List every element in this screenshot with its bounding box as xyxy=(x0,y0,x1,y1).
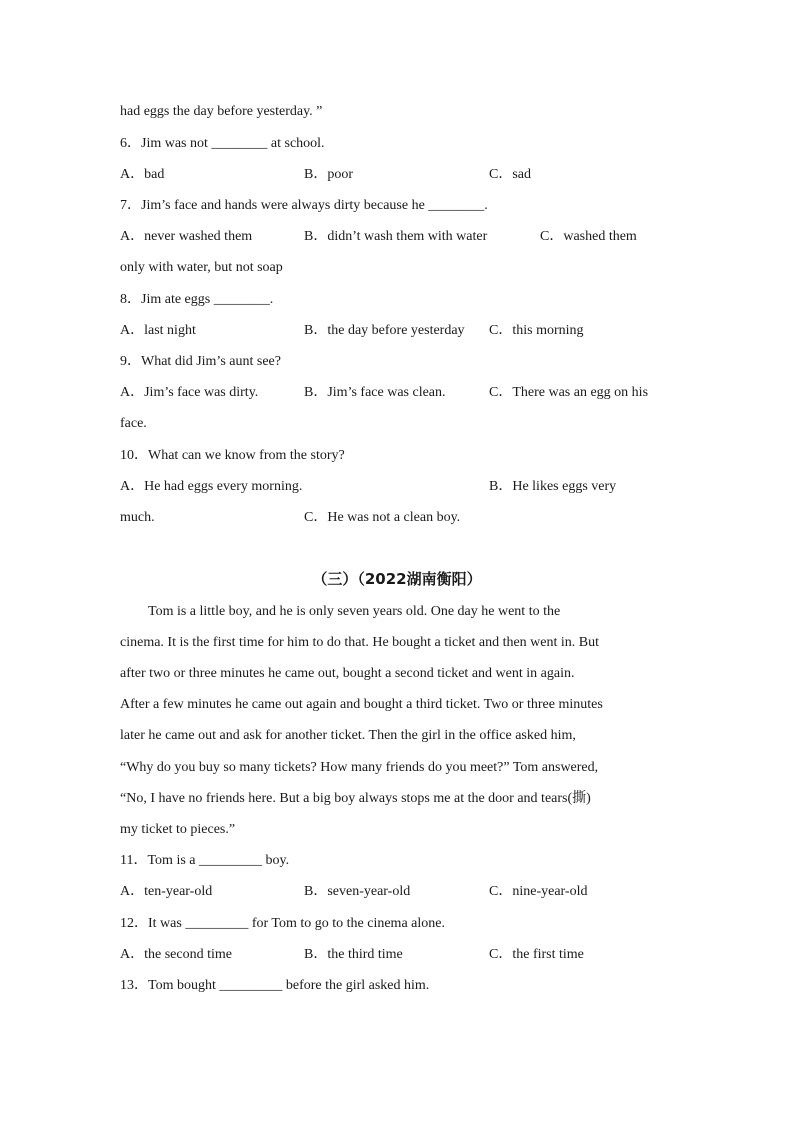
option-9c-continued: face. xyxy=(120,416,147,431)
option-12c: C．the first time xyxy=(489,947,584,962)
passage-line-1: Tom is a little boy, and he is only seven years old. One day he went to the xyxy=(148,604,561,619)
option-9a: A．Jim’s face was dirty. xyxy=(120,385,259,400)
option-11c: C．nine-year-old xyxy=(489,884,588,899)
passage-line-5: later he came out and ask for another ticket. Then the girl in the office asked him, xyxy=(120,728,576,743)
question-9: 9．What did Jim’s aunt see? xyxy=(120,354,281,369)
option-10c: C．He was not a clean boy. xyxy=(304,510,461,525)
option-8b: B．the day before yesterday xyxy=(304,323,465,338)
option-9c: C．There was an egg on his xyxy=(489,385,649,400)
option-8a: A．last night xyxy=(120,323,196,338)
option-7a: A．never washed them xyxy=(120,229,253,244)
passage-line-8: my ticket to pieces.” xyxy=(120,822,236,837)
option-6b: B．poor xyxy=(304,167,353,182)
option-7c: C．washed them xyxy=(540,229,637,244)
option-7c-continued: only with water, but not soap xyxy=(120,260,283,275)
option-12a: A．the second time xyxy=(120,947,232,962)
passage-ending: had eggs the day before yesterday. ” xyxy=(120,104,323,119)
option-11a: A．ten-year-old xyxy=(120,884,213,899)
option-7b: B．didn’t wash them with water xyxy=(304,229,488,244)
option-9b: B．Jim’s face was clean. xyxy=(304,385,446,400)
passage-line-3: after two or three minutes he came out, bought a second ticket and went in again. xyxy=(120,666,575,681)
passage-line-4: After a few minutes he came out again and bought a third ticket. Two or three minutes xyxy=(120,697,603,712)
question-13: 13．Tom bought _________ before the girl asked him. xyxy=(120,978,430,993)
question-12: 12．It was _________ for Tom to go to the cinema alone. xyxy=(120,916,445,931)
question-6: 6．Jim was not ________ at school. xyxy=(120,136,325,151)
option-8c: C．this morning xyxy=(489,323,584,338)
option-10b: B．He likes eggs very xyxy=(489,479,617,494)
option-6c: C．sad xyxy=(489,167,531,182)
question-7: 7．Jim’s face and hands were always dirty because he ________. xyxy=(120,198,488,213)
option-10b-continued: much. xyxy=(120,510,155,525)
passage-line-6: “Why do you buy so many tickets? How many friends do you meet?” Tom answered, xyxy=(120,760,599,775)
question-10: 10．What can we know from the story? xyxy=(120,448,345,463)
option-12b: B．the third time xyxy=(304,947,403,962)
option-10a: A．He had eggs every morning. xyxy=(120,479,303,494)
option-6a: A．bad xyxy=(120,167,165,182)
passage-line-7: “No, I have no friends here. But a big boy always stops me at the door and tears(撕) xyxy=(120,791,591,806)
question-8: 8．Jim ate eggs ________. xyxy=(120,292,274,307)
option-11b: B．seven-year-old xyxy=(304,884,411,899)
section-title: （三）（2022湖南衡阳） xyxy=(312,570,482,588)
question-11: 11．Tom is a _________ boy. xyxy=(120,853,290,868)
passage-line-2: cinema. It is the first time for him to do that. He bought a ticket and then went in. But xyxy=(120,635,600,650)
